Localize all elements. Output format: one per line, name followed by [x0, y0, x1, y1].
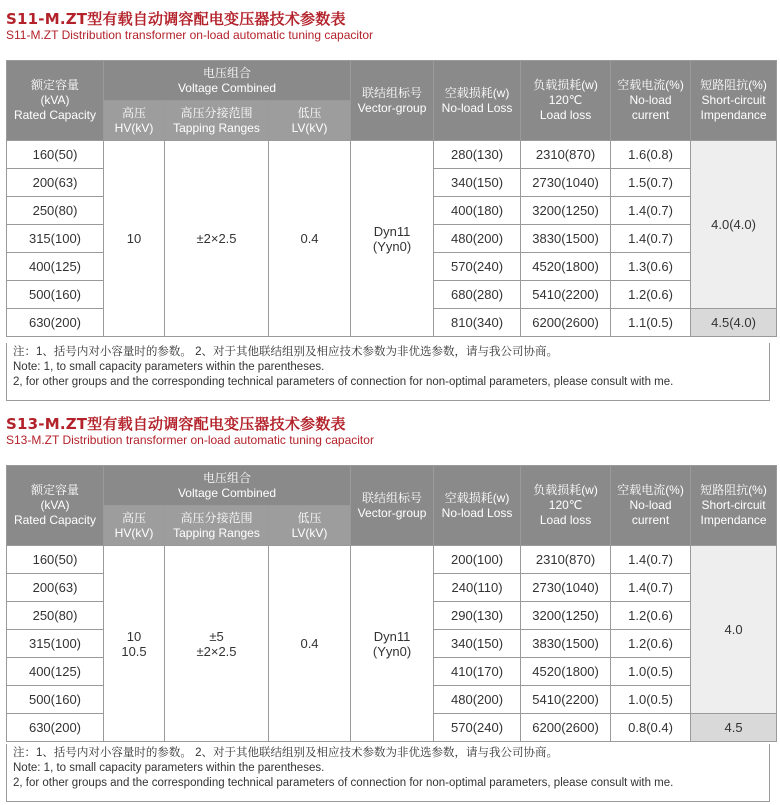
cell-no-load-loss: 570(240)	[434, 253, 521, 281]
note-line: 2, for other groups and the corresponding technical parameters of connection for non-optimal parameters, please consult with me.	[13, 376, 674, 388]
cell-no-load-current: 1.2(0.6)	[611, 281, 691, 309]
cell-load-loss: 6200(2600)	[521, 309, 611, 337]
cell-no-load-current: 1.4(0.7)	[611, 574, 691, 602]
cell-no-load-current: 1.0(0.5)	[611, 686, 691, 714]
cell-no-load-loss: 280(130)	[434, 141, 521, 169]
cell-load-loss: 4520(1800)	[521, 253, 611, 281]
cell-load-loss: 3200(1250)	[521, 197, 611, 225]
header-tapping-ranges: 高压分接范围 Tapping Ranges	[165, 101, 269, 141]
table-title-cn: S11-M.ZT型有载自动调容配电变压器技术参数表	[6, 10, 346, 28]
cell-capacity: 160(50)	[7, 546, 104, 574]
table-row	[7, 546, 777, 574]
cell-capacity: 160(50)	[7, 141, 104, 169]
cell-capacity: 315(100)	[7, 225, 104, 253]
header-no-load-current: 空载电流(%) No-load current	[611, 61, 691, 141]
header-no-load-current: 空载电流(%) No-load current	[611, 466, 691, 546]
note-line: 2, for other groups and the corresponding technical parameters of connection for non-optimal parameters, please consult with me.	[13, 777, 674, 789]
cell-no-load-loss: 480(200)	[434, 225, 521, 253]
table-notes	[6, 744, 770, 802]
cell-capacity: 630(200)	[7, 714, 104, 742]
cell-no-load-loss: 200(100)	[434, 546, 521, 574]
cell-no-load-loss: 290(130)	[434, 602, 521, 630]
cell-no-load-loss: 480(200)	[434, 686, 521, 714]
cell-no-load-current: 1.4(0.7)	[611, 225, 691, 253]
parameter-table	[6, 60, 777, 337]
header-rated-capacity: 额定容量 (kVA) Rated Capacity	[7, 61, 104, 141]
cell-capacity: 315(100)	[7, 630, 104, 658]
header-no-load-loss: 空载损耗(w) No-load Loss	[434, 61, 521, 141]
cell-capacity: 400(125)	[7, 658, 104, 686]
cell-load-loss: 2730(1040)	[521, 169, 611, 197]
header-low-voltage: 低压 LV(kV)	[269, 101, 351, 141]
cell-capacity: 400(125)	[7, 253, 104, 281]
cell-no-load-current: 1.2(0.6)	[611, 602, 691, 630]
note-line: Note: 1, to small capacity parameters within the parentheses.	[13, 762, 325, 774]
cell-impedance: 4.0	[691, 546, 777, 714]
header-vector-group: 联结组标号 Vector-group	[351, 466, 434, 546]
header-high-voltage: 高压 HV(kV)	[104, 101, 165, 141]
cell-lv: 0.4	[269, 546, 351, 742]
header-voltage-combined: 电压组合 Voltage Combined	[104, 61, 351, 101]
cell-no-load-current: 1.6(0.8)	[611, 141, 691, 169]
cell-capacity: 630(200)	[7, 309, 104, 337]
cell-load-loss: 6200(2600)	[521, 714, 611, 742]
cell-no-load-current: 1.5(0.7)	[611, 169, 691, 197]
cell-load-loss: 2310(870)	[521, 546, 611, 574]
cell-impedance: 4.0(4.0)	[691, 141, 777, 309]
cell-no-load-loss: 400(180)	[434, 197, 521, 225]
cell-no-load-current: 1.4(0.7)	[611, 197, 691, 225]
header-rated-capacity: 额定容量 (kVA) Rated Capacity	[7, 466, 104, 546]
cell-capacity: 200(63)	[7, 574, 104, 602]
cell-no-load-loss: 680(280)	[434, 281, 521, 309]
cell-impedance-last: 4.5(4.0)	[691, 309, 777, 337]
cell-load-loss: 3830(1500)	[521, 225, 611, 253]
note-line: 注：1、括号内对小容量时的参数。 2、对于其他联结组别及相应技术参数为非优选参数，请与我公司协商。	[13, 747, 558, 759]
table-title-cn: S13-M.ZT型有载自动调容配电变压器技术参数表	[6, 415, 346, 433]
cell-load-loss: 3200(1250)	[521, 602, 611, 630]
cell-no-load-loss: 340(150)	[434, 630, 521, 658]
cell-vector-group: Dyn11 (Yyn0)	[351, 141, 434, 337]
parameter-table	[6, 465, 777, 742]
cell-load-loss: 3830(1500)	[521, 630, 611, 658]
header-load-loss: 负载损耗(w) 120℃ Load loss	[521, 466, 611, 546]
cell-no-load-loss: 410(170)	[434, 658, 521, 686]
header-low-voltage: 低压 LV(kV)	[269, 506, 351, 546]
header-no-load-loss: 空载损耗(w) No-load Loss	[434, 466, 521, 546]
note-line: 注：1、括号内对小容量时的参数。 2、对于其他联结组别及相应技术参数为非优选参数，请与我公司协商。	[13, 346, 558, 358]
cell-hv: 10 10.5	[104, 546, 165, 742]
table-row	[7, 141, 777, 169]
table-notes	[6, 343, 770, 401]
cell-vector-group: Dyn11 (Yyn0)	[351, 546, 434, 742]
header-load-loss: 负载损耗(w) 120℃ Load loss	[521, 61, 611, 141]
cell-hv: 10	[104, 141, 165, 337]
cell-no-load-current: 1.2(0.6)	[611, 630, 691, 658]
cell-capacity: 250(80)	[7, 197, 104, 225]
cell-lv: 0.4	[269, 141, 351, 337]
cell-tapping: ±2×2.5	[165, 141, 269, 337]
header-short-circuit: 短路阻抗(%) Short-circuit Impendance	[691, 466, 777, 546]
cell-no-load-loss: 570(240)	[434, 714, 521, 742]
header-short-circuit: 短路阻抗(%) Short-circuit Impendance	[691, 61, 777, 141]
cell-no-load-loss: 810(340)	[434, 309, 521, 337]
table-title-en: S13-M.ZT Distribution transformer on-load automatic tuning capacitor	[6, 433, 374, 447]
cell-load-loss: 5410(2200)	[521, 281, 611, 309]
note-line: Note: 1, to small capacity parameters within the parentheses.	[13, 361, 325, 373]
cell-load-loss: 2730(1040)	[521, 574, 611, 602]
cell-load-loss: 4520(1800)	[521, 658, 611, 686]
cell-load-loss: 5410(2200)	[521, 686, 611, 714]
cell-no-load-current: 1.3(0.6)	[611, 253, 691, 281]
cell-no-load-current: 1.0(0.5)	[611, 658, 691, 686]
cell-tapping: ±5 ±2×2.5	[165, 546, 269, 742]
cell-capacity: 500(160)	[7, 686, 104, 714]
cell-no-load-current: 1.1(0.5)	[611, 309, 691, 337]
cell-capacity: 200(63)	[7, 169, 104, 197]
header-voltage-combined: 电压组合 Voltage Combined	[104, 466, 351, 506]
header-tapping-ranges: 高压分接范围 Tapping Ranges	[165, 506, 269, 546]
cell-load-loss: 2310(870)	[521, 141, 611, 169]
table-title-en: S11-M.ZT Distribution transformer on-load automatic tuning capacitor	[6, 28, 374, 42]
header-vector-group: 联结组标号 Vector-group	[351, 61, 434, 141]
cell-capacity: 500(160)	[7, 281, 104, 309]
header-high-voltage: 高压 HV(kV)	[104, 506, 165, 546]
cell-no-load-current: 1.4(0.7)	[611, 546, 691, 574]
cell-no-load-current: 0.8(0.4)	[611, 714, 691, 742]
cell-capacity: 250(80)	[7, 602, 104, 630]
cell-no-load-loss: 240(110)	[434, 574, 521, 602]
cell-impedance-last: 4.5	[691, 714, 777, 742]
cell-no-load-loss: 340(150)	[434, 169, 521, 197]
